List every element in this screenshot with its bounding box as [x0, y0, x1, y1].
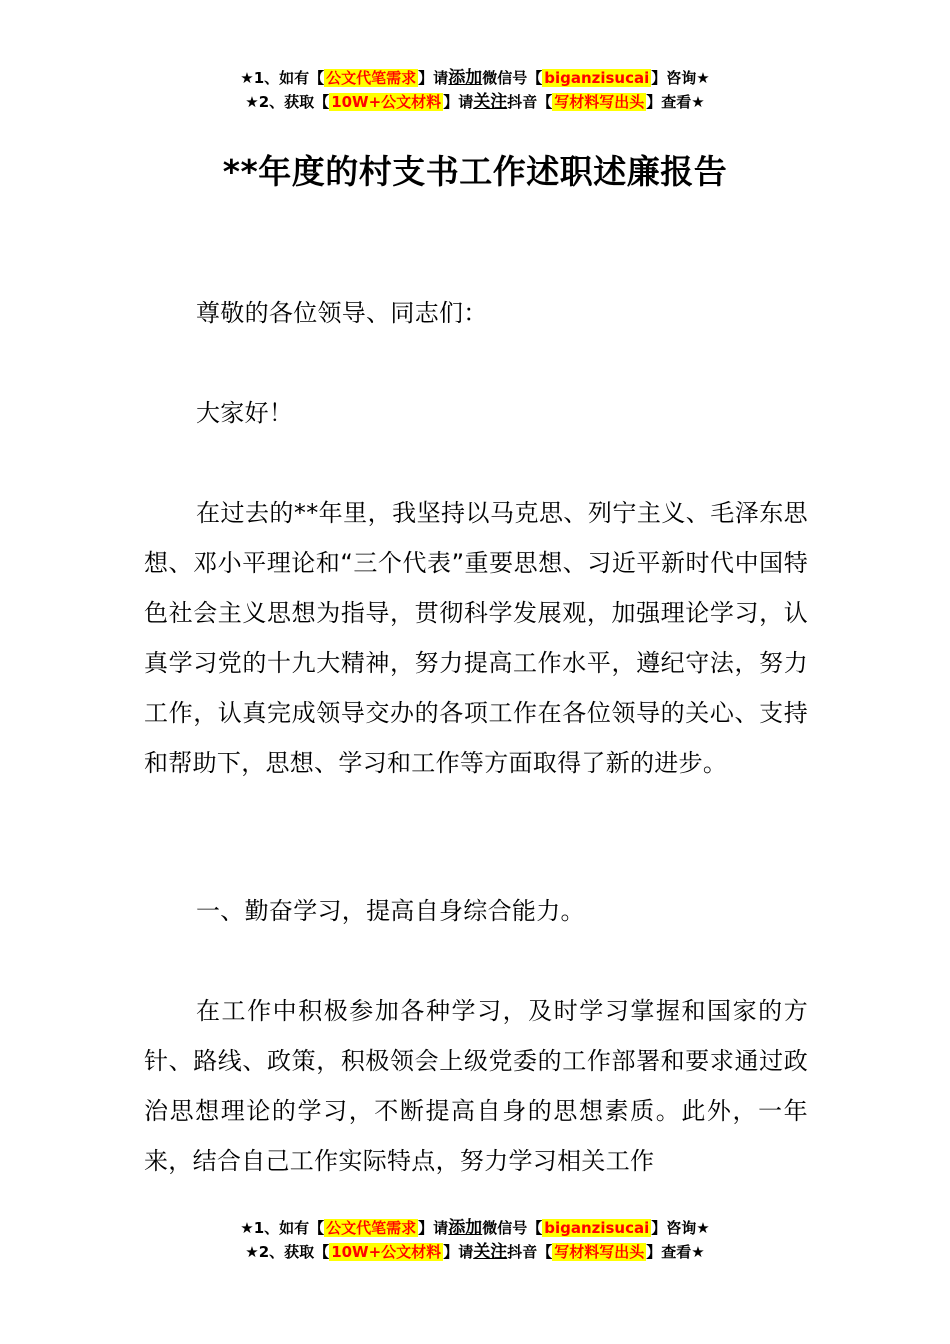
greeting-paragraph: 尊敬的各位领导、同志们：	[196, 299, 488, 327]
banner-highlight: 10W+公文材料	[331, 1243, 442, 1261]
banner-underline: 关注	[473, 92, 508, 112]
hello-paragraph: 大家好！	[196, 399, 294, 427]
section-heading-1: 一、勤奋学习，提高自身综合能力。	[196, 897, 585, 925]
banner-text: 】请	[418, 1219, 449, 1237]
banner-text: 】请	[443, 93, 474, 111]
footer-banner	[0, 1216, 950, 1264]
document-title: **年度的村支书工作述职述廉报告	[222, 152, 728, 191]
banner-line-1	[0, 66, 950, 90]
banner-underline: 关注	[473, 1242, 508, 1262]
banner-highlight: 公文代笔需求	[326, 69, 417, 87]
banner-highlight: 写材料写出头	[554, 93, 645, 111]
header-banner	[0, 66, 950, 114]
banner-text: ★2、获取【	[245, 93, 330, 111]
banner-text: ★1、如有【	[240, 1219, 325, 1237]
banner-highlight: 公文代笔需求	[326, 1219, 417, 1237]
banner-text: 】查看★	[646, 1243, 705, 1261]
banner-line-2	[0, 1240, 950, 1264]
banner-text: 】查看★	[646, 93, 705, 111]
banner-text: ★1、如有【	[240, 69, 325, 87]
banner-line-2	[0, 90, 950, 114]
banner-line-1	[0, 1216, 950, 1240]
banner-highlight: 10W+公文材料	[331, 93, 442, 111]
banner-text: 抖音【	[507, 93, 553, 111]
banner-highlight: 写材料写出头	[554, 1243, 645, 1261]
banner-highlight: biganzisucai	[544, 69, 650, 87]
banner-text: ★2、获取【	[245, 1243, 330, 1261]
banner-text: 微信号【	[482, 1219, 543, 1237]
banner-underline: 添加	[448, 68, 483, 88]
banner-underline: 添加	[448, 1218, 483, 1238]
intro-paragraph: 在过去的**年里，我坚持以马克思、列宁主义、毛泽东思想、邓小平理论和“三个代表”重要思想、习近平新时代中国特色社会主义思想为指导，贯彻科学发展观，加强理论学习，认真学习党的十九大精神，努力提高工作水平，遵纪守法，努力工作，认真完成领导交办的各项工作在各位领导的关心、支持和帮助下，思想、学习和工作等方面取得了新的进步。	[144, 499, 808, 777]
banner-text: 】请	[443, 1243, 474, 1261]
study-paragraph: 在工作中积极参加各种学习，及时学习掌握和国家的方针、路线、政策，积极领会上级党委的工作部署和要求通过政治思想理论的学习，不断提高自身的思想素质。此外，一年来，结合自己工作实际特点，努力学习相关工作	[144, 997, 808, 1175]
banner-text: 】请	[418, 69, 449, 87]
banner-text: 微信号【	[482, 69, 543, 87]
banner-highlight: biganzisucai	[544, 1219, 650, 1237]
banner-text: 】咨询★	[651, 1219, 710, 1237]
banner-text: 】咨询★	[651, 69, 710, 87]
banner-text: 抖音【	[507, 1243, 553, 1261]
